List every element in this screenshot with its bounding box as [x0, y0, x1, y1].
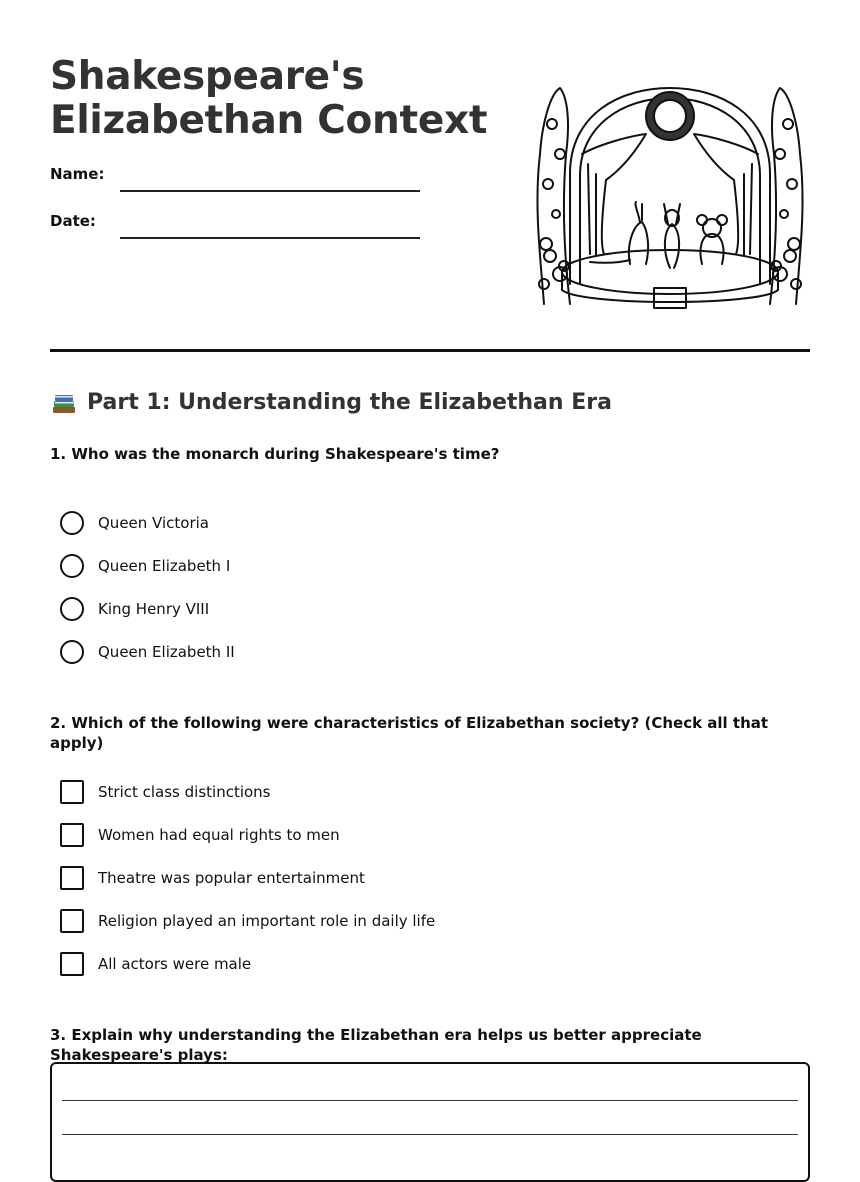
q2-option-2[interactable] [60, 822, 340, 848]
question-2-text: 2. Which of the following were characteristics of Elizabethan society? (Check all that apply) [50, 714, 769, 752]
question-3-text: 3. Explain why understanding the Elizabethan era helps us better appreciate Shakespeare's plays: [50, 1026, 702, 1064]
q2-option-3[interactable] [60, 865, 365, 891]
name-line[interactable] [120, 190, 420, 192]
section-1-heading [50, 386, 612, 420]
name-field[interactable] [50, 164, 420, 192]
section-divider [50, 349, 810, 352]
answer-line[interactable] [62, 1100, 798, 1101]
q1-option-1[interactable] [60, 510, 209, 536]
answer-line[interactable] [62, 1134, 798, 1135]
q1-option-3-label: King Henry VIII [98, 600, 210, 618]
title-line-1: Shakespeare's [50, 54, 365, 99]
q2-option-1[interactable] [60, 779, 271, 805]
worksheet-title [50, 55, 487, 143]
radio-button[interactable] [60, 554, 84, 578]
section-1-heading-text: Part 1: Understanding the Elizabethan Era [87, 390, 612, 415]
question-1-text: 1. Who was the monarch during Shakespeare's time? [50, 445, 500, 463]
checkbox[interactable] [60, 866, 84, 890]
name-label: Name: [50, 165, 105, 183]
books-icon [50, 389, 78, 417]
title-line-2: Elizabethan Context [50, 98, 488, 143]
radio-button[interactable] [60, 597, 84, 621]
q2-option-4-label: Religion played an important role in daily life [98, 912, 436, 930]
q2-option-4[interactable] [60, 908, 435, 934]
q2-option-3-label: Theatre was popular entertainment [98, 869, 365, 887]
q1-option-4-label: Queen Elizabeth II [98, 643, 235, 661]
checkbox[interactable] [60, 823, 84, 847]
radio-button[interactable] [60, 640, 84, 664]
checkbox[interactable] [60, 780, 84, 804]
radio-button[interactable] [60, 511, 84, 535]
q1-option-4[interactable] [60, 639, 235, 665]
theatre-stage-illustration [530, 84, 810, 312]
checkbox[interactable] [60, 909, 84, 933]
answer-box[interactable] [50, 1062, 810, 1182]
checkbox[interactable] [60, 952, 84, 976]
date-label: Date: [50, 212, 96, 230]
date-field[interactable] [50, 211, 420, 239]
q2-option-5[interactable] [60, 951, 251, 977]
worksheet-page [50, 0, 810, 1161]
q1-option-1-label: Queen Victoria [98, 514, 209, 532]
date-line[interactable] [120, 237, 420, 239]
q2-option-2-label: Women had equal rights to men [98, 826, 340, 844]
q1-option-2[interactable] [60, 553, 230, 579]
q2-option-1-label: Strict class distinctions [98, 783, 271, 801]
q2-option-5-label: All actors were male [98, 955, 252, 973]
q1-option-2-label: Queen Elizabeth I [98, 557, 231, 575]
q1-option-3[interactable] [60, 596, 209, 622]
